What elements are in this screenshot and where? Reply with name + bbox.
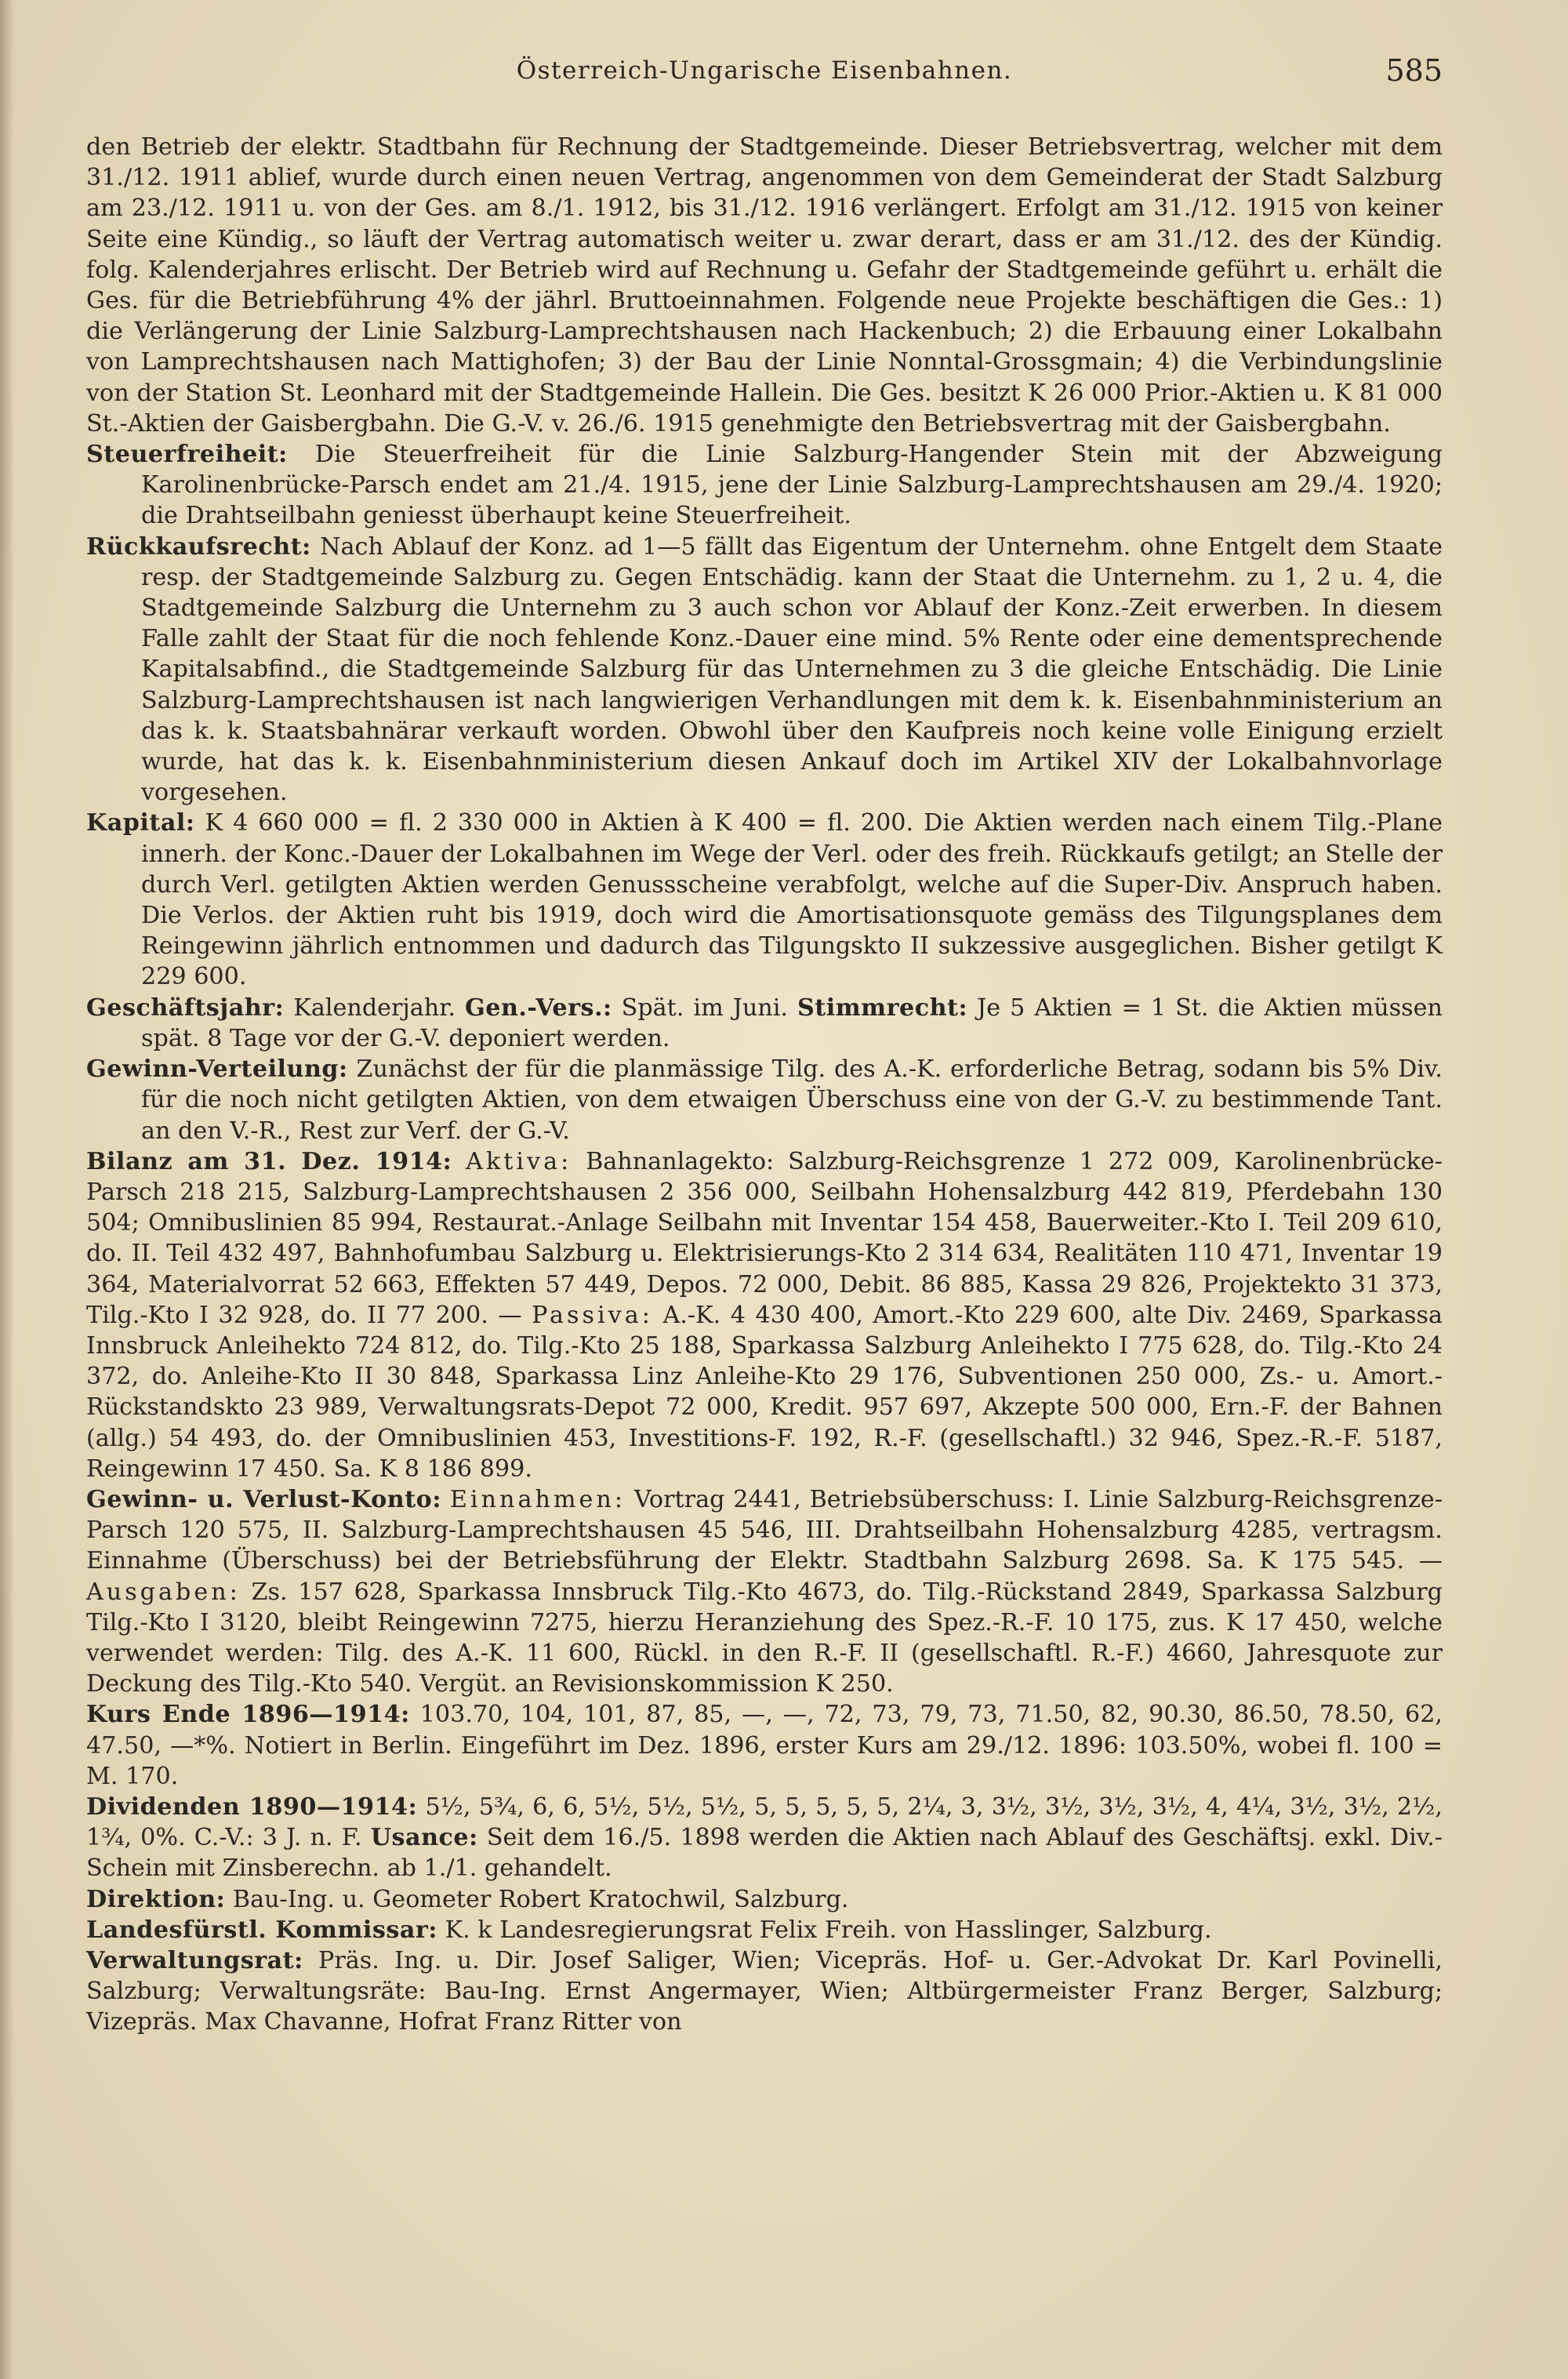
bilanz-aktiva-text: Bahnanlagekto: Salzburg-Reichsgrenze 1 272 009, Karolinenbrücke-Parsch 218 215, Salzburg-Lamprechtshausen 2 356 000, Seilbahn Hohensalzburg 442 819, Pferdebahn 130 504; Omnibuslinien 85 994, Restaurat.-Anlage Seilbahn mit Inventar 154 458, Bauerweiter.-Kto I. Teil 209 610, do. II. Teil 432 497, Bahnhofumbau Salzburg u. Elektrisierungs-Kto 2 314 634, Realitäten 110 471, Inventar 19 364, Materialvorrat 52 663, Effekten 57 449, Depos. 72 000, Debit. 86 885, Kassa 29 826, Projektekto 31 373, Tilg.-Kto I 32 928, do. II 77 200. — [86,1147,1443,1329]
guv-einnahmen-label: Einnahmen: [449,1485,626,1513]
usance-heading: Usance: [370,1824,478,1852]
rueckkaufsrecht-heading: Rückkaufsrecht: [86,532,311,561]
gen-vers-text: Spät. im Juni. [612,993,797,1022]
steuerfreiheit-heading: Steuerfreiheit: [86,441,288,469]
page-number: 585 [1385,53,1443,88]
paragraph-kapital [86,808,1443,992]
paragraph-steuerfreiheit [86,439,1443,532]
stimmrecht-heading: Stimmrecht: [797,993,968,1022]
paragraph-intro [86,132,1443,439]
gewinn-verteilung-heading: Gewinn-Verteilung: [86,1055,348,1084]
kapital-heading: Kapital: [86,809,195,837]
dividenden-heading: Dividenden 1890—1914: [86,1792,418,1821]
direktion-text: Bau-Ing. u. Geometer Robert Kratochwil, Salzburg. [225,1885,849,1913]
bilanz-aktiva-label: Aktiva: [466,1147,572,1175]
paragraph-bilanz [86,1146,1443,1484]
paragraph-geschaeftsjahr [86,993,1443,1054]
kommissar-text: K. k Landesregierungsrat Felix Freih. von Hasslinger, Salzburg. [437,1916,1212,1944]
kurs-text: 103.70, 104, 101, 87, 85, —, —, 72, 73, 79, 73, 71.50, 82, 90.30, 86.50, 78.50, 62, 47.50, —*%. Notiert in Berlin. Eingeführt im Dez. 1896, erster Kurs am 29./12. 1896: 103.50%, wobei fl. 100 = M. 170. [86,1701,1443,1790]
paragraph-dividenden [86,1792,1443,1884]
page-body [86,132,1443,2351]
dividenden-text: 5½, 5¾, 6, 6, 5½, 5½, 5½, 5, 5, 5, 5, 5, 2¼, 3, 3½, 3½, 3½, 3½, 4, 4¼, 3½, 3½, 2½, 1¾, 0%. C.-V.: 3 J. n. F. [86,1792,1443,1852]
kapital-text: K 4 660 000 = fl. 2 330 000 in Aktien à K 400 = fl. 200. Die Aktien werden nach einem Tilg.-Plane innerh. der Konc.-Dauer der Lokalbahnen im Wege der Verl. oder des freih. Rückkaufs getilgt; an Stelle der durch Verl. getilgten Aktien werden Genussscheine verabfolgt, welche auf die Super-Div. Anspruch haben. Die Verlos. der Aktien ruht bis 1919, doch wird die Amortisationsquote gemäss des Tilgungsplanes dem Reingewinn jährlich entnommen und dadurch das Tilgungskto II sukzessive ausgeglichen. Bisher getilgt K 229 600. [141,809,1443,991]
usance-text: Seit dem 16./5. 1898 werden die Aktien nach Ablauf des Geschäftsj. exkl. Div.-Schein mit Zinsberechn. ab 1./1. gehandelt. [86,1824,1443,1883]
paragraph-verwaltungsrat [86,1945,1443,2038]
bilanz-heading: Bilanz am 31. Dez. 1914: [86,1147,452,1175]
verwaltungsrat-heading: Verwaltungsrat: [86,1946,303,1974]
gewinn-verteilung-text: Zunächst der für die planmässige Tilg. des A.-K. erforderliche Betrag, sodann bis 5% Div. für die noch nicht getilgten Aktien, von dem etwaigen Überschuss eine von der G.-V. zu bestimmende Tant. an den V.-R., Rest zur Verf. der G.-V. [141,1055,1443,1145]
paragraph-direktion [86,1884,1443,1915]
book-spine-shadow [0,0,14,2379]
geschaeftsjahr-text: Kalenderjahr. [284,993,465,1022]
verwaltungsrat-text: Präs. Ing. u. Dir. Josef Saliger, Wien; Vicepräs. Hof- u. Ger.-Advokat Dr. Karl Povinelli, Salzburg; Verwaltungsräte: Bau-Ing. Ernst Angermayer, Wien; Altbürgermeister Franz Berger, Salzburg; Vizepräs. Max Chavanne, Hofrat Franz Ritter von [86,1946,1443,2036]
running-title: Österreich-Ungarische Eisenbahnen. [516,56,1013,85]
guv-heading: Gewinn- u. Verlust-Konto: [86,1485,441,1513]
kommissar-heading: Landesfürstl. Kommissar: [86,1916,437,1944]
guv-ausgaben-label: Ausgaben: [86,1578,241,1606]
geschaeftsjahr-heading: Geschäftsjahr: [86,993,285,1022]
guv-einnahmen-text: Vortrag 2441, Betriebsüberschuss: I. Linie Salzburg-Reichsgrenze-Parsch 120 575, II. Salzburg-Lamprechtshausen 45 546, III. Drahtseilbahn Hohensalzburg 4285, vertragsm. Einnahme (Überschuss) bei der Betriebsführung der Elektr. Stadtbahn Salzburg 2698. Sa. K 175 545. — [86,1485,1443,1575]
paragraph-rueckkaufsrecht [86,532,1443,808]
gen-vers-heading: Gen.-Vers.: [464,993,612,1022]
paragraph-kommissar [86,1915,1443,1945]
page-header [86,53,1443,104]
steuerfreiheit-text: Die Steuerfreiheit für die Linie Salzburg-Hangender Stein mit der Abzweigung Karolinenbrücke-Parsch endet am 21./4. 1915, jene der Linie Salzburg-Lamprechtshausen am 29./4. 1920; die Drahtseilbahn geniesst überhaupt keine Steuerfreiheit. [141,441,1443,530]
kurs-heading: Kurs Ende 1896—1914: [86,1701,410,1729]
paragraph-gewinn-verteilung [86,1054,1443,1146]
guv-ausgaben-text: Zs. 157 628, Sparkassa Innsbruck Tilg.-Kto 4673, do. Tilg.-Rückstand 2849, Sparkassa Salzburg Tilg.-Kto I 3120, bleibt Reingewinn 7275, hierzu Heranziehung des Spez.-R.-F. 10 175, zus. K 17 450, welche verwendet werden: Tilg. des A.-K. 11 600, Rückl. in den R.-F. II (gesellschaftl. R.-F.) 4660, Jahresquote zur Deckung des Tilg.-Kto 540. Vergüt. an Revisionskommission K 250. [86,1578,1443,1698]
direktion-heading: Direktion: [86,1885,226,1913]
paragraph-gewinn-verlust [86,1484,1443,1699]
stimmrecht-text: Je 5 Aktien = 1 St. die Aktien müssen spät. 8 Tage vor der G.-V. deponiert werden. [141,993,1443,1052]
rueckkaufsrecht-text: Nach Ablauf der Konz. ad 1—5 fällt das Eigentum der Unternehm. ohne Entgelt dem Staate resp. der Stadtgemeinde Salzburg zu. Gegen Entschädig. kann der Staat die Unternehm. zu 1, 2 u. 4, die Stadtgemeinde Salzburg die Unternehm zu 3 auch schon vor Ablauf der Konz.-Zeit erwerben. In diesem Falle zahlt der Staat für die noch fehlende Konz.-Dauer eine mind. 5% Rente oder eine dementsprechende Kapitalsabfind., die Stadtgemeinde Salzburg für das Unternehmen zu 3 die gleiche Entschädig. Die Linie Salzburg-Lamprechtshausen ist nach langwierigen Verhandlungen mit dem k. k. Eisenbahnministerium an das k. k. Staatsbahnärar verkauft worden. Obwohl über den Kaufpreis noch keine volle Einigung erzielt wurde, hat das k. k. Eisenbahnministerium diesen Ankauf doch im Artikel XIV der Lokalbahnvorlage vorgesehen. [141,532,1443,807]
paragraph-kurs [86,1699,1443,1792]
bilanz-passiva-text: A.-K. 4 430 400, Amort.-Kto 229 600, alte Div. 2469, Sparkassa Innsbruck Anleihekto 724 812, do. Tilg.-Kto 25 188, Sparkassa Salzburg Anleihekto I 775 628, do. Tilg.-Kto 24 372, do. Anleihe-Kto II 30 848, Sparkassa Linz Anleihe-Kto 29 176, Subventionen 250 000, Zs.- u. Amort.-Rückstandskto 23 989, Verwaltungsrats-Depot 72 000, Kredit. 957 697, Akzepte 500 000, Ern.-F. der Bahnen (allg.) 54 493, do. der Omnibuslinien 453, Investitions-F. 192, R.-F. (gesellschaftl.) 32 946, Spez.-R.-F. 5187, Reingewinn 17 450. Sa. K 8 186 899. [86,1301,1443,1483]
bilanz-passiva-label: Passiva: [532,1301,653,1329]
intro-text: den Betrieb der elektr. Stadtbahn für Rechnung der Stadtgemeinde. Dieser Betriebsvertrag, welcher mit dem 31./12. 1911 ablief, wurde durch einen neuen Vertrag, angenommen von dem Gemeinderat der Stadt Salzburg am 23./12. 1911 u. von der Ges. am 8./1. 1912, bis 31./12. 1916 verlängert. Erfolgt am 31./12. 1915 von keiner Seite eine Kündig., so läuft der Vertrag automatisch weiter u. zwar derart, dass er am 31./12. des der Kündig. folg. Kalenderjahres erlischt. Der Betrieb wird auf Rechnung u. Gefahr der Stadtgemeinde geführt u. erhält die Ges. für die Betriebführung 4% der jährl. Bruttoeinnahmen. Folgende neue Projekte beschäftigen die Ges.: 1) die Verlängerung der Linie Salzburg-Lamprechtshausen nach Hackenbuch; 2) die Erbauung einer Lokalbahn von Lamprechtshausen nach Mattighofen; 3) der Bau der Linie Nonntal-Grossgmain; 4) die Verbindungslinie von der Station St. Leonhard mit der Stadtgemeinde Hallein. Die Ges. besitzt K 26 000 Prior.-Aktien u. K 81 000 St.-Aktien der Gaisbergbahn. Die G.-V. v. 26./6. 1915 genehmigte den Betriebsvertrag mit der Gaisbergbahn. [86,133,1443,438]
